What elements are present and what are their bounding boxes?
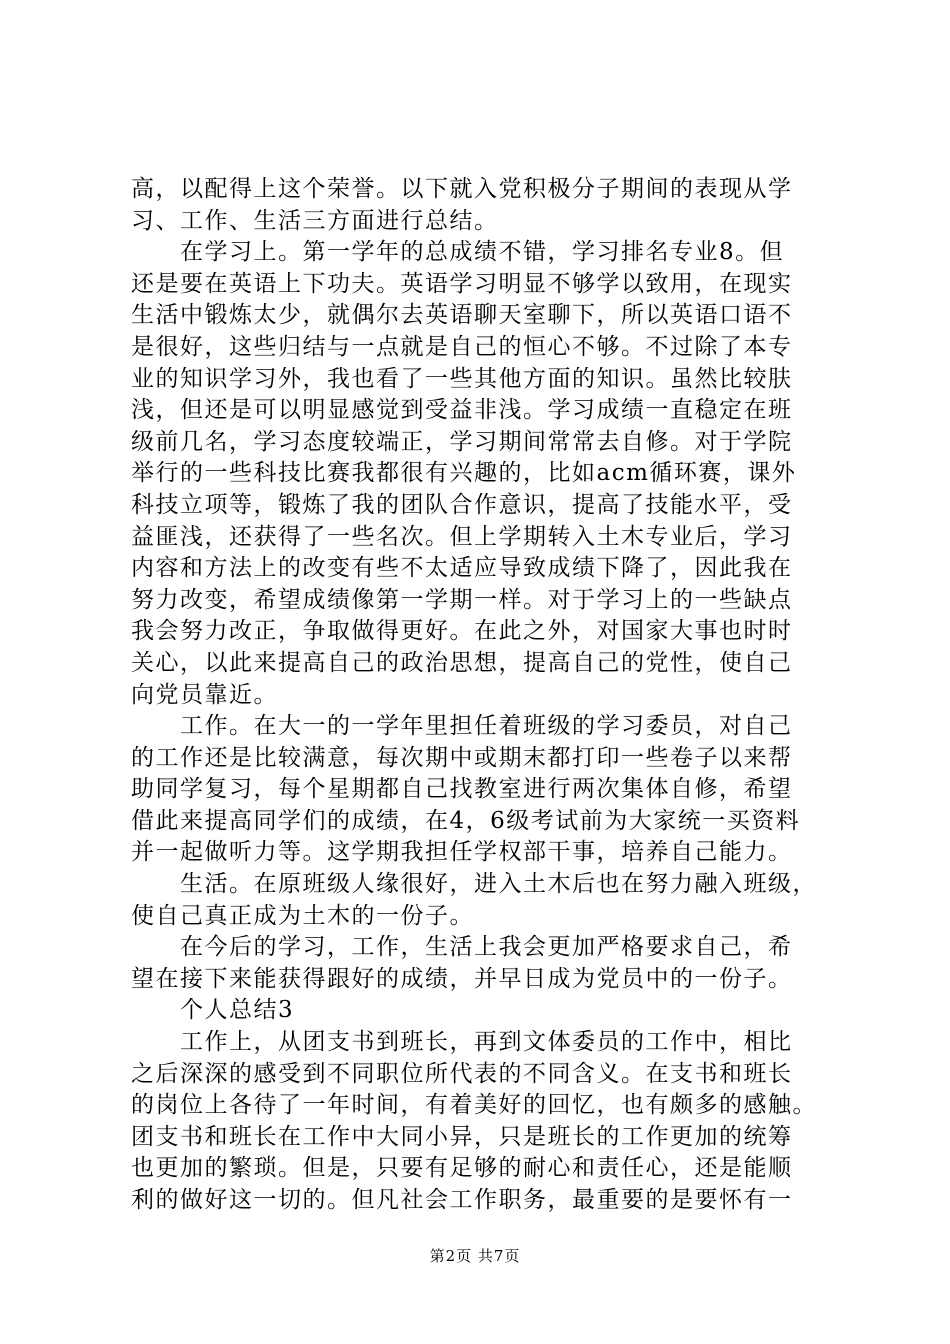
text-line: 举行的一些科技比赛我都很有兴趣的，比如acm循环赛，课外 — [131, 460, 797, 487]
text-line: 内容和方法上的改变有些不太适应导致成绩下降了，因此我在 — [131, 555, 793, 582]
text-line: 益匪浅，还获得了一些名次。但上学期转入土木专业后，学习 — [131, 523, 793, 550]
text-line: 工作。在大一的一学年里担任着班级的学习委员，对自己 — [131, 713, 793, 740]
text-line: 之后深深的感受到不同职位所代表的不同含义。在支书和班长 — [131, 1060, 793, 1087]
text-line: 努力改变，希望成绩像第一学期一样。对于学习上的一些缺点 — [131, 586, 793, 613]
text-line: 高，以配得上这个荣誉。以下就入党积极分子期间的表现从学 — [131, 176, 793, 202]
text-line: 级前几名，学习态度较端正，学习期间常常去自修。对于学院 — [131, 428, 793, 455]
text-line: 是很好，这些归结与一点就是自己的恒心不够。不过除了本专 — [131, 333, 793, 360]
text-line: 习、工作、生活三方面进行总结。 — [131, 207, 499, 234]
text-line: 并一起做听力等。这学期我担任学权部干事，培养自己能力。 — [131, 839, 793, 866]
document-body — [131, 174, 831, 1217]
text-line: 利的做好这一切的。但凡社会工作职务，最重要的是要怀有一 — [131, 1187, 793, 1213]
text-line: 还是要在英语上下功夫。英语学习明显不够学以致用，在现实 — [131, 270, 793, 297]
text-line: 关心，以此来提高自己的政治思想，提高自己的党性，使自己 — [131, 649, 793, 676]
text-line: 个人总结3 — [131, 997, 295, 1024]
text-line: 浅，但还是可以明显感觉到受益非浅。学习成绩一直稳定在班 — [131, 397, 793, 424]
text-line: 也更加的繁琐。但是，只要有足够的耐心和责任心，还是能顺 — [131, 1155, 793, 1182]
text-line: 生活中锻炼太少，就偶尔去英语聊天室聊下，所以英语口语不 — [131, 302, 793, 329]
text-line: 使自己真正成为土木的一份子。 — [131, 902, 474, 929]
text-line: 团支书和班长在工作中大同小异，只是班长的工作更加的统筹 — [131, 1123, 793, 1150]
text-line: 的工作还是比较满意，每次期中或期末都打印一些卷子以来帮 — [131, 744, 793, 771]
page-footer: 第2页 共7页 — [429, 1247, 521, 1265]
text-line: 我会努力改正，争取做得更好。在此之外，对国家大事也时时 — [131, 618, 793, 645]
text-line: 生活。在原班级人缘很好，进入土木后也在努力融入班级， — [131, 871, 817, 898]
text-line: 科技立项等，锻炼了我的团队合作意识，提高了技能水平，受 — [131, 491, 793, 518]
text-line: 业的知识学习外，我也看了一些其他方面的知识。虽然比较肤 — [131, 365, 793, 392]
text-line: 望在接下来能获得跟好的成绩，并早日成为党员中的一份子。 — [131, 965, 793, 992]
text-line: 的岗位上各待了一年时间，有着美好的回忆，也有颇多的感触。 — [131, 1092, 817, 1119]
text-line: 工作上，从团支书到班长，再到文体委员的工作中，相比 — [131, 1029, 793, 1056]
text-line: 借此来提高同学们的成绩，在4，6级考试前为大家统一买资料 — [131, 807, 801, 834]
text-line: 在今后的学习，工作，生活上我会更加严格要求自己，希 — [131, 934, 793, 961]
text-line: 向党员靠近。 — [131, 681, 278, 708]
text-line: 在学习上。第一学年的总成绩不错，学习排名专业8。但 — [131, 239, 785, 266]
text-line: 助同学复习，每个星期都自己找教室进行两次集体自修，希望 — [131, 776, 793, 803]
